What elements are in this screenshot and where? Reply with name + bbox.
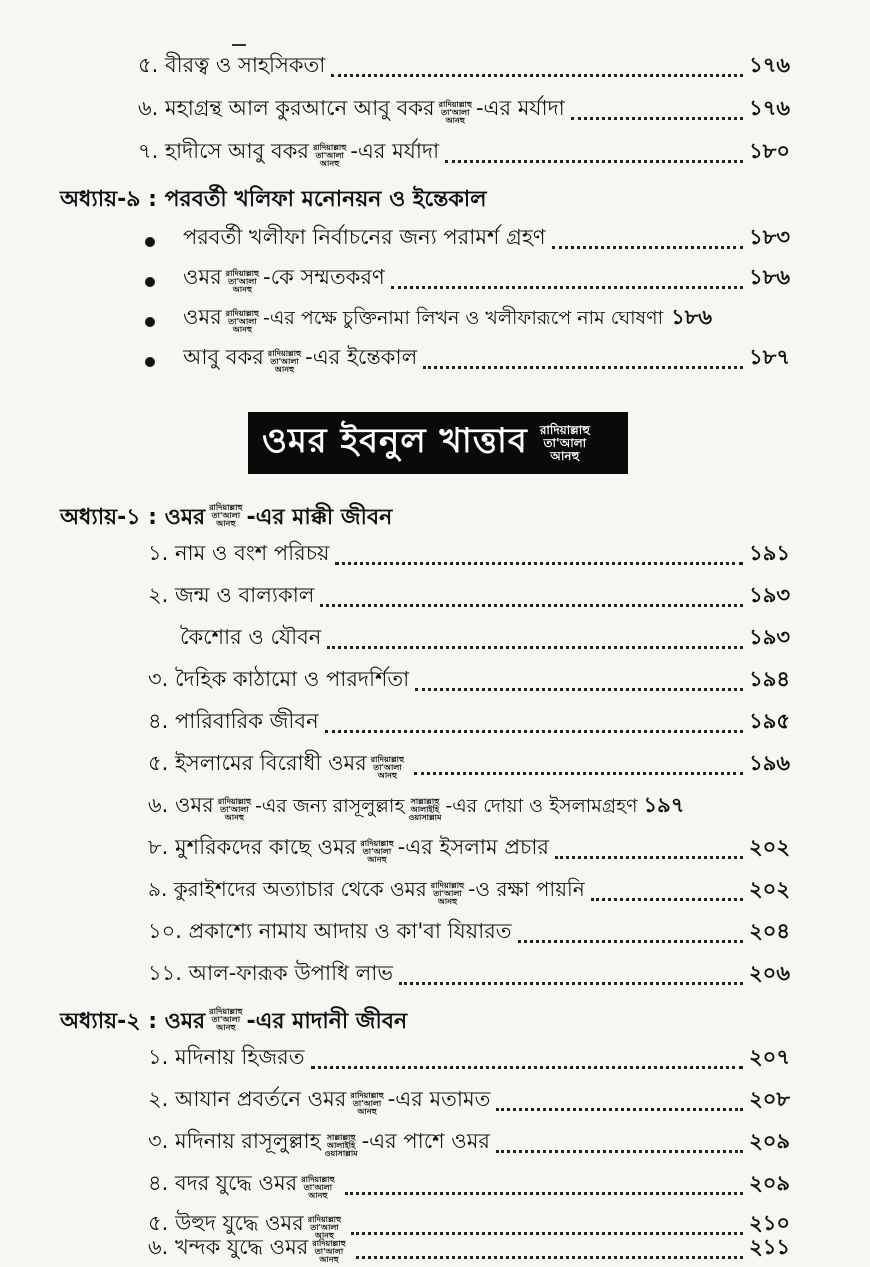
entry-label: ১১. আল-ফারূক উপাধি লাভ <box>148 961 393 985</box>
entry-label: ৩. মদিনায় রাসূলুল্লাহ <box>148 1129 321 1153</box>
honorific-mark: রাদিয়াল্লাহু তা'আলা আনহু <box>307 1215 342 1240</box>
honorific-mark: রাদিয়াল্লাহু তা'আলা আনহু <box>312 1239 346 1264</box>
toc-entry[interactable] <box>148 580 790 614</box>
toc-entry[interactable] <box>145 302 790 336</box>
entry-label: ৫. উহুদ যুদ্ধে ওমর <box>148 1211 304 1235</box>
page-number: ১৯৫ <box>749 709 790 733</box>
dot-leader <box>591 898 743 901</box>
honorific-mark: রাদিয়াল্লাহু তা'আলা আনহু <box>209 1007 243 1032</box>
section-banner <box>248 412 628 474</box>
honorific-mark: রাদিয়াল্লাহু তা'আলা আনহু <box>370 755 405 780</box>
dot-leader <box>518 940 744 943</box>
dot-leader <box>335 562 743 565</box>
toc-entry[interactable] <box>148 916 790 950</box>
honorific-mark: রাদিয়াল্লাহু তা'আলা আনহু <box>217 797 252 822</box>
honorific-mark: রাদিয়াল্লাহু তা'আলা আনহু <box>438 100 472 125</box>
page-number: ২১০ <box>749 1211 790 1235</box>
entry-label-suffix: -এর ইসলাম প্রচার <box>397 835 549 859</box>
entry-label: পরবর্তী খলীফা নির্বাচনের জন্য পরামর্শ গ্রহণ <box>183 225 546 249</box>
honorific-mark: রাদিয়াল্লাহু তা'আলা আনহু <box>225 309 260 334</box>
toc-entry[interactable] <box>148 538 790 572</box>
page-number: ১৭৬ <box>749 96 790 120</box>
page-number: ১৮০ <box>749 139 790 163</box>
bullet-icon <box>145 317 155 327</box>
dot-leader <box>423 366 743 369</box>
chapter-heading: অধ্যায়-২ : ওমর রাদিয়াল্লাহু তা'আলা আনহু -এর মাদানী জীবন <box>60 1007 408 1034</box>
dot-leader <box>496 1108 743 1111</box>
dot-leader <box>311 1066 744 1069</box>
entry-label: ২. জন্ম ও বাল্যকাল <box>148 583 315 607</box>
page-number: ১৮৬ <box>749 265 790 289</box>
dot-leader <box>552 246 744 249</box>
toc-entry[interactable] <box>148 1084 790 1118</box>
entry-label-suffix: -এর মতামত <box>387 1087 491 1111</box>
toc-entry[interactable] <box>148 832 790 866</box>
toc-entry[interactable] <box>148 874 790 908</box>
page-number: ১৯৩ <box>749 583 790 607</box>
dot-leader <box>356 1256 743 1259</box>
bullet-icon <box>145 277 155 287</box>
page-number: ২০৯ <box>749 1129 790 1153</box>
bullet-icon <box>145 357 155 367</box>
page-number: ২০৮ <box>749 1087 790 1111</box>
dot-leader <box>571 117 743 120</box>
entry-label: ওমর <box>183 305 222 329</box>
toc-entry[interactable] <box>148 958 790 992</box>
entry-label: ৪. বদর যুদ্ধে ওমর <box>148 1171 298 1195</box>
entry-label-suffix: -এর ইন্তেকাল <box>305 345 418 369</box>
honorific-mark: রাদিয়াল্লাহু তা'আলা আনহু <box>225 269 260 294</box>
chapter-heading: অধ্যায়-৯ : পরবর্তী খলিফা মনোনয়ন ও ইন্তেকাল <box>60 186 487 212</box>
entry-label: ৮. মুশরিকদের কাছে ওমর <box>148 835 357 859</box>
toc-entry[interactable] <box>148 1230 790 1266</box>
dot-leader <box>445 160 743 163</box>
entry-label: ৬. মহাগ্রন্থ আল কুরআনে আবু বকর <box>138 96 435 120</box>
toc-entry[interactable] <box>145 262 790 296</box>
entry-label: ৩. দৈহিক কাঠামো ও পারদর্শিতা <box>148 667 410 691</box>
entry-label: ১. মদিনায় হিজরত <box>148 1045 305 1069</box>
entry-label-suffix: -এর দোয়া ও ইসলামগ্রহণ <box>445 795 638 817</box>
entry-label: ১. নাম ও বংশ পরিচয় <box>148 541 330 565</box>
honorific-mark: রাদিয়াল্লাহু তা'আলা আনহু <box>301 1175 335 1200</box>
entry-label-suffix: -ও রক্ষা পায়নি <box>468 877 585 901</box>
page-number: ১৮৭ <box>749 345 790 369</box>
prophet-honorific-mark: সাল্লাল্লাহু আলাইহি ওয়াসাল্লাম <box>324 1133 358 1158</box>
page-number: ১৮৩ <box>749 225 790 249</box>
entry-label: ৬. ওমর <box>148 793 214 817</box>
entry-label: ৪. পারিবারিক জীবন <box>148 709 319 733</box>
page-number: ২০৪ <box>749 919 790 943</box>
entry-label: ৫. ইসলামের বিরোধী ওমর <box>148 751 367 775</box>
page-number: ১৯৪ <box>749 667 790 691</box>
entry-label: ৭. হাদীসে আবু বকর <box>138 139 309 163</box>
entry-label: ওমর <box>183 265 222 289</box>
toc-entry[interactable] <box>138 50 790 84</box>
prophet-honorific-mark: সাল্লাল্লাহু আলাইহি ওয়াসাল্লাম <box>408 797 442 822</box>
honorific-mark: রাদিয়াল্লাহু তা'আলা আনহু <box>539 422 590 463</box>
entry-label-suffix: -এর পক্ষে চুক্তিনামা লিখন ও খলীফারূপে নাম ঘোষণা <box>263 307 664 329</box>
page-number: ২০৬ <box>749 961 790 985</box>
chapter-heading: অধ্যায়-১ : ওমর রাদিয়াল্লাহু তা'আলা আনহু -এর মাক্কী জীবন <box>60 503 393 530</box>
entry-label: কৈশোর ও যৌবন <box>180 625 322 649</box>
dot-leader <box>327 646 743 649</box>
page-number: ২০৯ <box>749 1171 790 1195</box>
entry-label: ৬. খন্দক যুদ্ধে ওমর <box>148 1235 309 1259</box>
entry-label-suffix: -এর পাশে ওমর <box>361 1129 490 1153</box>
dot-leader <box>391 286 743 289</box>
dot-leader <box>320 604 743 607</box>
toc-entry[interactable] <box>145 342 790 376</box>
dot-leader <box>399 982 743 985</box>
honorific-mark: রাদিয়াল্লাহু তা'আলা আনহু <box>209 503 243 528</box>
page-number: ১৭৬ <box>749 53 790 77</box>
dot-leader <box>555 856 743 859</box>
page-number: ১৯৭ <box>643 793 685 817</box>
honorific-mark: রাদিয়াল্লাহু তা'আলা আনহু <box>430 881 465 906</box>
print-mark <box>232 44 246 46</box>
page-number: ২০২ <box>749 877 790 901</box>
banner-title: ওমর ইবনুল খাত্তাব <box>262 420 528 461</box>
entry-label-suffix: -এর জন্য রাসূলুল্লাহ <box>255 795 405 817</box>
page-number: ১৯১ <box>749 541 790 565</box>
toc-entry[interactable] <box>148 664 790 698</box>
entry-label-suffix: -এর মর্যাদা <box>475 96 565 120</box>
toc-entry[interactable] <box>180 622 790 656</box>
dot-leader <box>496 1150 743 1153</box>
page-number: ২০৭ <box>749 1045 790 1069</box>
entry-label-suffix: -এর মর্যাদা <box>350 139 440 163</box>
entry-label: ৯. কুরাইশদের অত্যাচার থেকে ওমর <box>148 877 427 901</box>
entry-label: ৫. বীরত্ব ও সাহসিকতা <box>138 53 326 77</box>
entry-label: ১০. প্রকাশ্যে নামায আদায় ও কা'বা যিয়ারত <box>148 919 512 943</box>
toc-entry[interactable] <box>148 706 790 740</box>
page-number: ২১১ <box>749 1235 790 1259</box>
dot-leader <box>325 730 744 733</box>
dot-leader <box>414 772 743 775</box>
toc-entry[interactable] <box>145 222 790 256</box>
page-number: ২০২ <box>749 835 790 859</box>
honorific-mark: রাদিয়াল্লাহু তা'আলা আনহু <box>312 143 347 168</box>
toc-entry[interactable] <box>148 1168 790 1202</box>
toc-entry[interactable] <box>148 790 790 824</box>
toc-entry[interactable] <box>138 136 790 170</box>
page-number: ১৮৬ <box>671 305 713 329</box>
honorific-mark: রাদিয়াল্লাহু তা'আলা আনহু <box>267 349 302 374</box>
entry-label: আবু বকর <box>183 345 264 369</box>
toc-entry[interactable] <box>138 93 790 127</box>
dot-leader <box>331 74 743 77</box>
toc-entry[interactable] <box>148 1042 790 1076</box>
honorific-mark: রাদিয়াল্লাহু তা'আলা আনহু <box>360 839 394 864</box>
toc-entry[interactable] <box>148 748 790 782</box>
toc-entry[interactable] <box>148 1126 790 1160</box>
entry-label: ২. আযান প্রবর্তনে ওমর <box>148 1087 347 1111</box>
honorific-mark: রাদিয়াল্লাহু তা'আলা আনহু <box>350 1091 384 1116</box>
dot-leader <box>415 688 743 691</box>
page-number: ১৯৩ <box>749 625 790 649</box>
page-number: ১৯৬ <box>749 751 790 775</box>
dot-leader <box>345 1192 743 1195</box>
entry-label-suffix: -কে সম্মতকরণ <box>263 265 385 289</box>
bullet-icon <box>145 237 155 247</box>
